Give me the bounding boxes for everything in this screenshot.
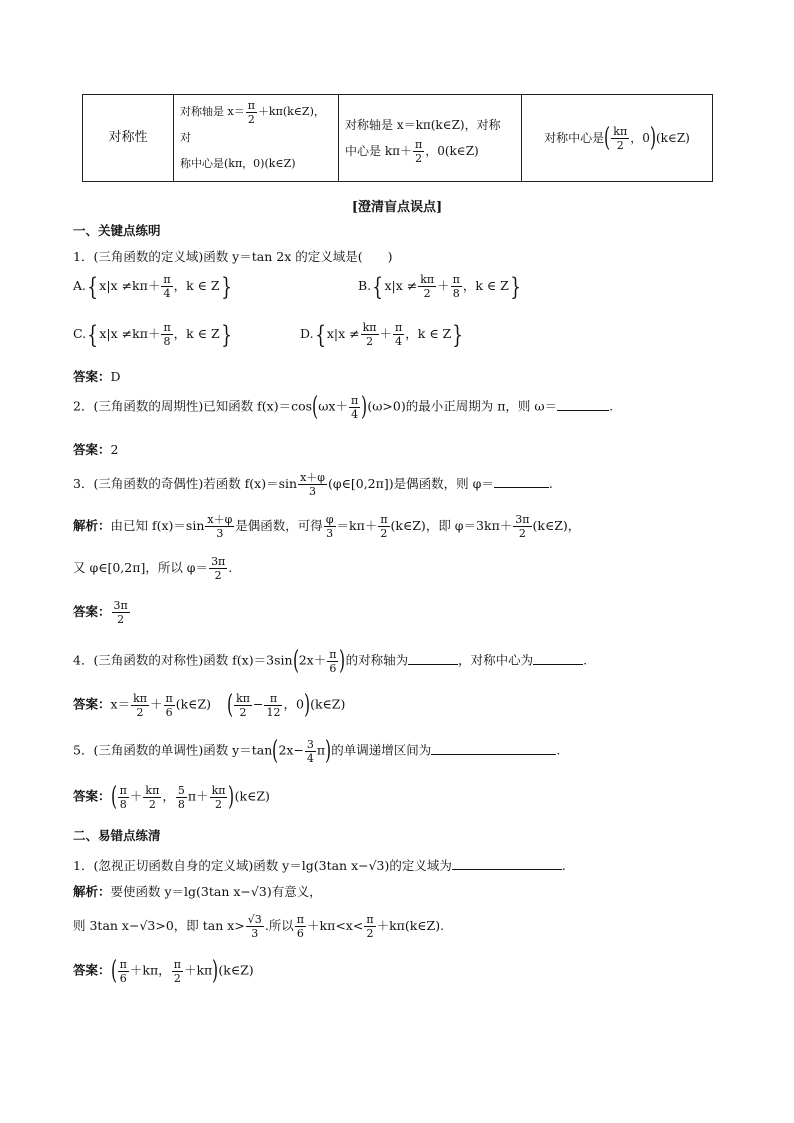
fraction [143,785,161,810]
option-tail: ，k ∈ Z [173,278,220,293]
answer-text: − [252,696,264,712]
numerator: π [173,957,181,971]
denominator: 2 [214,569,222,582]
brace-left: { [372,272,384,301]
table-row-label [83,95,174,182]
fraction [205,514,234,539]
analysis-text: ＝kπ＋ [336,518,378,533]
fraction [611,126,629,151]
stem-text: . [548,476,553,491]
tan-center-text: 对称中心是 [544,130,605,145]
stem-text: ，对称中心为 [458,652,534,668]
option-letter: C. [73,326,87,341]
fraction [298,472,327,497]
paren-left: ( [110,782,117,812]
denominator: 2 [136,705,144,719]
answer-label: 答案： [73,962,111,978]
sin-center-text: 称中心是(kπ，0)(k∈Z) [180,157,296,170]
sin-axis-text-2: ＋kπ(k∈Z)，对 [180,105,325,144]
fraction [451,274,462,299]
answer-blank [494,475,549,488]
denominator: 6 [329,661,337,675]
denominator: 3 [326,527,334,540]
q2-answer [73,440,118,458]
fraction [209,556,227,581]
fraction [378,514,389,539]
fraction [234,693,252,718]
paren-left: ( [292,646,299,676]
fraction [324,514,336,539]
denominator: 3 [251,927,259,940]
stem-text: 的对称轴为 [345,652,409,668]
paren-left: ( [110,956,117,986]
stem-text: . [561,858,566,873]
brace-left: { [87,272,99,301]
answer-blank [431,742,556,755]
fraction [164,693,175,718]
analysis-text: 则 3tan x−√3>0，即 tan x> [73,918,245,933]
answer-label: 答案： [73,696,111,712]
q5-answer [73,784,270,810]
numerator: π [366,913,374,926]
numerator: π [247,98,255,112]
numerator: π [350,393,359,407]
answer-blank [533,652,583,665]
numerator: kπ [236,691,250,705]
answer-text: ＋kπ， [129,962,171,978]
sin-axis-text: 对称轴是 x＝ [180,105,245,118]
stem-text: 2x− [278,742,304,758]
fraction [327,649,338,674]
denominator: 2 [380,527,388,540]
sin-symmetry-cell [174,95,339,182]
analysis-text: ＋kπ(k∈Z). [376,918,445,933]
fraction [131,693,149,718]
option-letter: B. [358,278,372,293]
answer-value: D [110,369,121,384]
denominator: 2 [366,335,374,348]
denominator: 8 [177,797,185,811]
fraction [264,693,282,718]
denominator: 2 [117,613,125,626]
numerator: kπ [420,273,435,286]
answer-label: 答案： [73,442,111,457]
numerator: 3π [515,513,530,526]
answer-label: 答案： [73,604,111,619]
q6-answer [73,958,254,984]
table-row [83,95,713,182]
answer-label: 答案： [73,369,111,384]
q1-option-a [73,274,233,299]
option-set: x|x ≠ [326,326,360,341]
answer-text: ＋kπ [183,962,213,978]
q1-option-d: D.{x|x ≠ $\frac{k\pi}{2}$ ＋ $\frac{\pi}{4}$ ，k ∈ Z} [300,320,464,349]
fraction [305,739,316,764]
option-tail: ，k ∈ Z [462,278,509,293]
analysis-text: (k∈Z)， [532,518,581,533]
denominator: 4 [351,407,359,421]
fraction [161,274,172,299]
q4-answer [73,692,345,718]
denominator: 2 [247,112,255,126]
tan-center-zero: ，0 [630,130,650,145]
stem-text: (φ∈[0,2π])是偶函数，则 φ＝ [327,476,494,491]
stem-text: 5．(三角函数的单调性)函数 y＝tan [73,742,273,758]
fraction [112,600,130,625]
fraction [246,914,264,939]
answer-label: 答案： [73,788,111,804]
tan-symmetry-cell [522,95,713,182]
q1-option-b: B.{x|x ≠ $\frac{k\pi}{2}$ ＋ $\frac{\pi}{8}$ ，k ∈ Z} [358,272,521,301]
paren-right: ) [649,123,656,154]
stem-text: . [556,742,561,758]
brace-left: { [87,320,99,349]
answer-text: (k∈Z) [234,788,270,804]
numerator: φ [325,513,334,526]
numerator: π [264,693,282,706]
stem-text: . [609,398,614,414]
denominator: 12 [266,705,281,719]
numerator: x＋φ [207,513,233,526]
fraction [176,785,187,810]
denominator: 2 [215,797,223,811]
q2-stem [73,394,613,420]
paren-left: ( [604,123,611,154]
denominator: 3 [216,527,224,540]
stem-text: π [316,742,326,758]
brace-right: } [452,320,464,349]
fraction [118,785,129,810]
brace-right: } [220,320,232,349]
fraction [393,322,404,347]
denominator: 8 [163,335,171,348]
cos-axis-text: 对称轴是 x＝kπ(k∈Z)，对称 [345,118,501,132]
stem-text: 2．(三角函数的周期性)已知函数 f(x)＝cos [73,398,313,414]
q3-analysis-2 [73,556,232,581]
analysis-text: .所以 [264,918,294,933]
option-set: x|x ≠ [384,278,418,293]
numerator: 5 [177,783,185,797]
part2-heading: 二、易错点练清 [73,828,161,843]
q6-stem [73,856,566,874]
q1-answer [73,367,121,385]
paren-left: ( [272,736,279,766]
denominator: 2 [366,927,374,940]
option-letter: A. [73,278,87,293]
answer-blank [557,398,609,411]
numerator: π [296,913,305,926]
fraction [295,914,306,939]
option-set: x|x ≠kπ＋ [99,278,161,293]
numerator: 3π [113,599,128,612]
answer-blank [452,857,562,870]
analysis-text: . [228,560,233,575]
answer-text: x＝ [110,696,131,712]
answer-text: ，0 [283,696,304,712]
q3-stem [73,472,553,497]
fraction [246,100,257,125]
answer-text: ＋ [149,696,163,712]
denominator: 6 [296,927,304,940]
paren-left: ( [226,690,234,720]
numerator: π [119,783,127,797]
brace-right: } [220,272,232,301]
option-tail: ，k ∈ Z [405,326,452,341]
option-tail: ，k ∈ Z [173,326,220,341]
brace-left: { [314,320,326,349]
answer-blank [408,652,458,665]
fraction [513,514,531,539]
paren-right: ) [212,956,219,986]
numerator: kπ [362,321,377,334]
numerator: π [414,138,423,151]
option-set: x|x ≠kπ＋ [99,326,161,341]
numerator: √3 [247,913,262,926]
numerator: π [163,273,171,286]
paren-right: ) [325,736,332,766]
denominator: 4 [306,751,314,765]
analysis-text: 是偶函数，可得 [235,518,323,533]
stem-text: 2x＋ [298,652,327,668]
numerator: kπ [613,124,628,138]
numerator: kπ [211,783,226,797]
fraction [361,322,379,347]
row-label-text: 对称性 [108,130,148,145]
denominator: 6 [119,971,127,985]
stem-text: 的单调递增区间为 [331,742,432,758]
q3-answer [73,600,131,625]
option-letter: D. [300,326,314,341]
stem-text: 1．(忽视正切函数自身的定义域)函数 y＝lg(3tan x−√3)的定义域为 [73,858,452,873]
denominator: 2 [239,705,247,719]
paren-right: ) [361,392,368,422]
tan-center-tail: (k∈Z) [656,130,690,145]
fraction [349,395,360,420]
symmetry-table [82,94,713,182]
analysis-text: 又 φ∈[0,2π]，所以 φ＝ [73,560,209,575]
analysis-text: ＋kπ<x< [307,918,364,933]
fraction [418,274,436,299]
numerator: 3π [211,555,226,568]
answer-text: (k∈Z) [310,696,346,712]
numerator: kπ [133,691,147,705]
q1-stem: 1．(三角函数的定义域)函数 y＝tan 2x 的定义域是( ) [73,249,393,264]
answer-text: π＋ [187,788,209,804]
q4-stem [73,648,587,674]
fraction [364,914,375,939]
stem-text: 3．(三角函数的奇偶性)若函数 f(x)＝sin [73,476,298,491]
analysis-label: 解析： [73,518,111,533]
denominator: 2 [148,797,156,811]
cos-symmetry-cell [339,95,522,182]
denominator: 2 [616,138,624,152]
denominator: 8 [119,797,127,811]
fraction [161,322,172,347]
denominator: 2 [423,287,431,300]
fraction [172,959,183,984]
section-title: [澄清盲点误点] [351,200,443,215]
stem-text: . [583,652,588,668]
numerator: π [329,647,337,661]
part1-heading: 一、关键点练明 [73,223,161,238]
numerator: π [380,513,388,526]
paren-right: ) [228,782,235,812]
analysis-label: 解析： [73,884,111,899]
paren-right: ) [339,646,346,676]
numerator: x＋φ [300,471,325,484]
answer-text: (k∈Z) [175,696,212,712]
q6-analysis-2 [73,914,444,939]
answer-value: 2 [110,442,119,457]
numerator: π [163,321,171,334]
brace-right: } [510,272,521,301]
numerator: kπ [145,783,160,797]
numerator: π [165,691,173,705]
analysis-text: (k∈Z)，即 φ＝3kπ＋ [390,518,513,533]
denominator: 2 [518,527,526,540]
denominator: 2 [415,152,423,165]
denominator: 3 [309,485,317,498]
stem-text: 4．(三角函数的对称性)函数 f(x)＝3sin [73,652,293,668]
stem-text: ωx＋ [318,398,348,414]
fraction [210,785,228,810]
q5-stem [73,738,560,764]
fraction [118,959,129,984]
numerator: π [452,273,460,286]
q6-analysis [73,882,322,900]
q3-analysis [73,514,580,539]
answer-text: ， [162,788,175,804]
denominator: 4 [395,335,403,348]
q1-option-c [73,322,233,347]
denominator: 8 [452,287,460,300]
answer-text: (k∈Z) [218,962,254,978]
numerator: π [119,957,127,971]
analysis-text: 要使函数 y＝lg(3tan x−√3)有意义， [110,884,322,899]
analysis-text: 由已知 f(x)＝sin [110,518,205,533]
cos-center-text-2: ，0(k∈Z) [425,144,479,158]
denominator: 4 [163,287,171,300]
fraction [413,139,424,164]
numerator: π [395,321,403,334]
answer-text: ＋ [129,788,143,804]
paren-right: ) [303,690,311,720]
denominator: 6 [165,705,173,719]
numerator: 3 [306,737,314,751]
stem-text: (ω>0)的最小正周期为 π，则 ω＝ [367,398,558,414]
denominator: 2 [173,971,181,985]
cos-center-text: 中心是 kπ＋ [345,144,412,158]
paren-left: ( [312,392,319,422]
